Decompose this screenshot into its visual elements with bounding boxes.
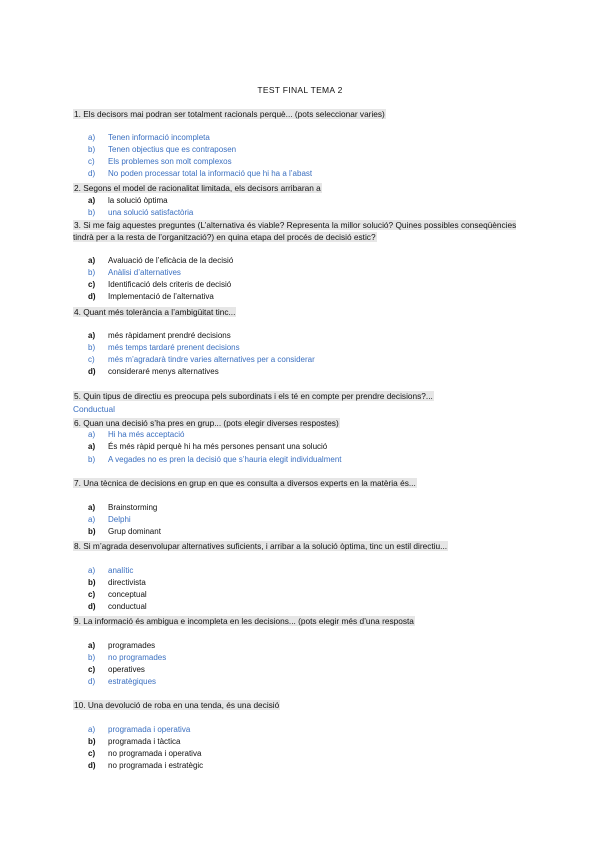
question-3	[73, 219, 527, 243]
option-text: operatives	[108, 665, 145, 674]
page-title: TEST FINAL TEMA 2	[257, 85, 343, 95]
option-letter: b)	[88, 578, 96, 587]
option-text: programada i operativa	[108, 725, 191, 734]
option-text: conceptual	[108, 590, 147, 599]
option-text: No poden processar total la informació que hi ha a l’abast	[108, 169, 313, 178]
option-text: estratègiques	[108, 677, 157, 686]
option-text: Grup dominant	[108, 527, 161, 536]
question-text: 9. La informació és ambigua e incompleta en les decisions... (pots elegir més d’una resposta	[74, 616, 414, 626]
option-letter: a)	[88, 133, 96, 142]
option-text: més m’agradarà tindre varies alternatives per a considerar	[108, 355, 315, 364]
option-letter: b)	[88, 653, 96, 662]
answer-option	[88, 342, 240, 354]
option-text: una solució satisfactòria	[108, 208, 194, 217]
question-text: 5. Quin tipus de directiu es preocupa pels subordinats i els té en compte per prendre decisions?...	[74, 391, 433, 401]
answer-option	[88, 454, 341, 466]
answer-option	[88, 195, 168, 207]
option-letter: b)	[88, 208, 96, 217]
option-text: Hi ha més acceptació	[108, 430, 185, 439]
answer-option	[88, 565, 133, 577]
answer-option	[88, 132, 210, 144]
option-letter: a)	[88, 566, 96, 575]
option-text: programades	[108, 641, 156, 650]
option-letter: c)	[88, 355, 95, 364]
answer-option	[88, 577, 146, 589]
option-text: conductual	[108, 602, 147, 611]
option-letter: a)	[88, 442, 96, 451]
question-text: 7. Una tècnica de decisions en grup en que es consulta a diversos experts en la matèria és...	[74, 478, 416, 488]
option-text: Brainstorming	[108, 503, 158, 512]
option-letter: a)	[88, 331, 96, 340]
option-text: És més ràpid perquè hi ha més persones pensant una solució	[108, 442, 328, 451]
option-text: directivista	[108, 578, 146, 587]
answer-option	[88, 589, 147, 601]
answer-option	[88, 207, 193, 219]
option-letter: b)	[88, 455, 96, 464]
answer-option	[88, 267, 181, 279]
question-text: 8. Si m’agrada desenvolupar alternatives suficients, i arribar a la solució òptima, tinc un estil directiu...	[74, 541, 448, 551]
option-text: Tenen objectius que es contraposen	[108, 145, 237, 154]
option-letter: b)	[88, 737, 96, 746]
answer-option	[88, 526, 161, 538]
option-letter: d)	[88, 292, 96, 301]
option-letter: c)	[88, 590, 96, 599]
option-letter: c)	[88, 665, 96, 674]
option-letter: b)	[88, 268, 96, 277]
answer-option	[88, 429, 184, 441]
option-letter: d)	[88, 677, 96, 686]
option-letter: a)	[88, 641, 96, 650]
option-text: Identificació dels criteris de decisió	[108, 280, 232, 289]
option-text: analític	[108, 566, 134, 575]
option-text: no programada i operativa	[108, 749, 202, 758]
option-letter: b)	[88, 527, 96, 536]
answer-option	[88, 168, 312, 180]
question-2	[73, 182, 527, 194]
answer-option	[88, 502, 157, 514]
answer-option	[88, 724, 190, 736]
option-letter: c)	[88, 157, 95, 166]
question-7	[73, 477, 527, 489]
option-letter: a)	[88, 256, 96, 265]
option-letter: c)	[88, 749, 96, 758]
answer-option	[88, 652, 166, 664]
option-letter: a)	[88, 430, 96, 439]
answer-text: Conductual	[73, 404, 115, 414]
answer-option	[88, 514, 131, 526]
answer-option	[88, 760, 203, 772]
option-text: Implementació de l’alternativa	[108, 292, 214, 301]
answer-option	[88, 664, 145, 676]
option-letter: d)	[88, 367, 96, 376]
option-text: consideraré menys alternatives	[108, 367, 219, 376]
answer-option	[88, 366, 219, 378]
option-text: A vegades no es pren la decisió que s’hauria elegit individualment	[108, 455, 342, 464]
option-text: Anàlisi d’alternatives	[108, 268, 181, 277]
option-text: més ràpidament prendré decisions	[108, 331, 231, 340]
option-text: la solució òptima	[108, 196, 168, 205]
answer-option	[88, 736, 180, 748]
answer-option	[88, 441, 327, 453]
question-6	[73, 417, 527, 429]
option-letter: c)	[88, 280, 96, 289]
question-9	[73, 615, 527, 627]
option-text: Tenen informació incompleta	[108, 133, 210, 142]
option-letter: a)	[88, 503, 96, 512]
answer-option	[88, 156, 232, 168]
question-text: 4. Quant més tolerància a l’ambigüitat tinc...	[74, 307, 236, 317]
question-text: 2. Segons el model de racionalitat limitada, els decisors arribaran a	[74, 183, 321, 193]
answer-option	[88, 144, 236, 156]
answer-option	[88, 291, 214, 303]
question-1	[73, 108, 527, 120]
question-text: 6. Quan una decisió s’ha pres en grup... (pots elegir diverses respostes)	[74, 418, 339, 428]
question-text: 10. Una devolució de roba en una tenda, és una decisió	[74, 700, 280, 710]
option-letter: a)	[88, 515, 96, 524]
option-text: programada i tàctica	[108, 737, 181, 746]
option-letter: d)	[88, 761, 96, 770]
answer-option	[88, 601, 147, 613]
option-text: no programades	[108, 653, 167, 662]
answer-option	[88, 354, 315, 366]
option-text: Els problemes son molt complexos	[108, 157, 232, 166]
question-8	[73, 540, 527, 552]
question-5	[73, 390, 527, 402]
answer-option	[88, 279, 231, 291]
option-text: Delphi	[108, 515, 131, 524]
option-letter: a)	[88, 725, 96, 734]
question-text: 3. Si me faig aquestes preguntes (L’alternativa és viable? Representa la millor solució? Quines possibles conseqüències tindrà per a la resta de l’organització?) en quina etapa del procés de decisió estic?	[73, 220, 517, 242]
option-letter: d)	[88, 169, 96, 178]
option-letter: b)	[88, 343, 96, 352]
answer-option	[88, 330, 231, 342]
option-text: més temps tardaré prenent decisions	[108, 343, 240, 352]
question-text: 1. Els decisors mai podran ser totalment racionals perquè... (pots seleccionar varies)	[74, 109, 385, 119]
option-text: no programada i estratègic	[108, 761, 204, 770]
option-letter: d)	[88, 602, 96, 611]
option-text: Avaluació de l’eficàcia de la decisió	[108, 256, 234, 265]
option-letter: b)	[88, 145, 96, 154]
answer-option	[88, 255, 233, 267]
answer-option	[88, 676, 156, 688]
question-10	[73, 699, 527, 711]
answer-option	[88, 748, 201, 760]
question-4	[73, 306, 527, 318]
option-letter: a)	[88, 196, 96, 205]
answer-option	[88, 640, 155, 652]
